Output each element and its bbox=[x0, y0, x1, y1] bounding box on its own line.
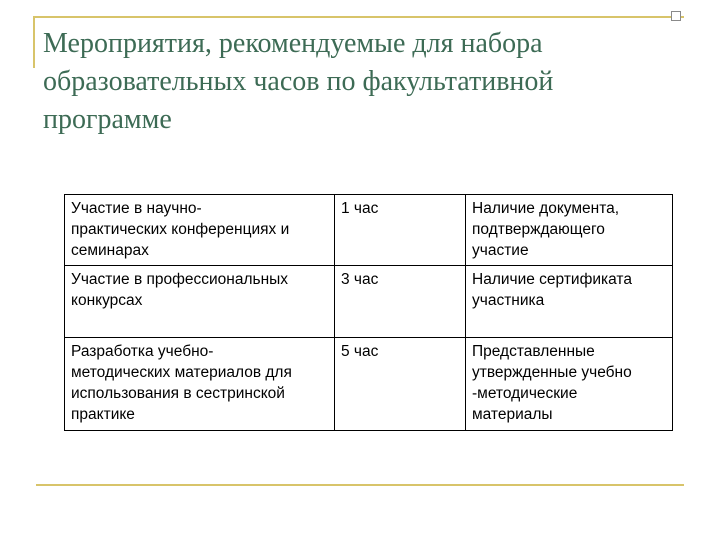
table-row bbox=[65, 338, 673, 431]
hours-cell bbox=[335, 266, 466, 338]
cell-text: семинарах bbox=[71, 242, 149, 259]
cell-text: Наличие сертификата bbox=[472, 271, 632, 288]
title-line: Мероприятия, рекомендуемые для набора bbox=[43, 28, 543, 59]
cell-text: конкурсах bbox=[71, 292, 143, 309]
cell-text: использования в сестринской bbox=[71, 385, 285, 402]
title-line: программе bbox=[43, 104, 172, 135]
cell-text: 3 час bbox=[341, 271, 379, 288]
cell-text: -методические bbox=[472, 385, 578, 402]
cell-text: 5 час bbox=[341, 343, 379, 360]
hours-cell bbox=[335, 195, 466, 266]
cell-text: Участие в профессиональных bbox=[71, 271, 289, 288]
document-cell bbox=[466, 338, 673, 431]
activity-cell bbox=[65, 266, 335, 338]
cell-text: участие bbox=[472, 242, 529, 259]
cell-text: Представленные bbox=[472, 343, 595, 360]
cell-text: подтверждающего bbox=[472, 221, 605, 238]
cell-text: практических конференциях и bbox=[71, 221, 290, 238]
table-row bbox=[65, 266, 673, 338]
activity-cell bbox=[65, 195, 335, 266]
cell-text: Участие в научно- bbox=[71, 200, 202, 217]
frame-top-line bbox=[33, 16, 684, 18]
frame-left-line bbox=[33, 16, 35, 68]
title-line: образовательных часов по факультативной bbox=[43, 66, 554, 97]
frame-bottom-line bbox=[36, 484, 684, 486]
cell-text: Разработка учебно- bbox=[71, 343, 214, 360]
activity-cell bbox=[65, 338, 335, 431]
cell-text: 1 час bbox=[341, 200, 379, 217]
cell-text: методических материалов для bbox=[71, 364, 292, 381]
hours-cell bbox=[335, 338, 466, 431]
slide-title bbox=[43, 25, 663, 139]
frame-corner-square bbox=[671, 11, 681, 21]
cell-text: практике bbox=[71, 406, 135, 423]
cell-text: утвержденные учебно bbox=[472, 364, 632, 381]
events-table bbox=[64, 194, 673, 431]
cell-text: Наличие документа, bbox=[472, 200, 620, 217]
cell-text: материалы bbox=[472, 406, 553, 423]
table-row bbox=[65, 195, 673, 266]
document-cell bbox=[466, 266, 673, 338]
document-cell bbox=[466, 195, 673, 266]
cell-text: участника bbox=[472, 292, 545, 309]
